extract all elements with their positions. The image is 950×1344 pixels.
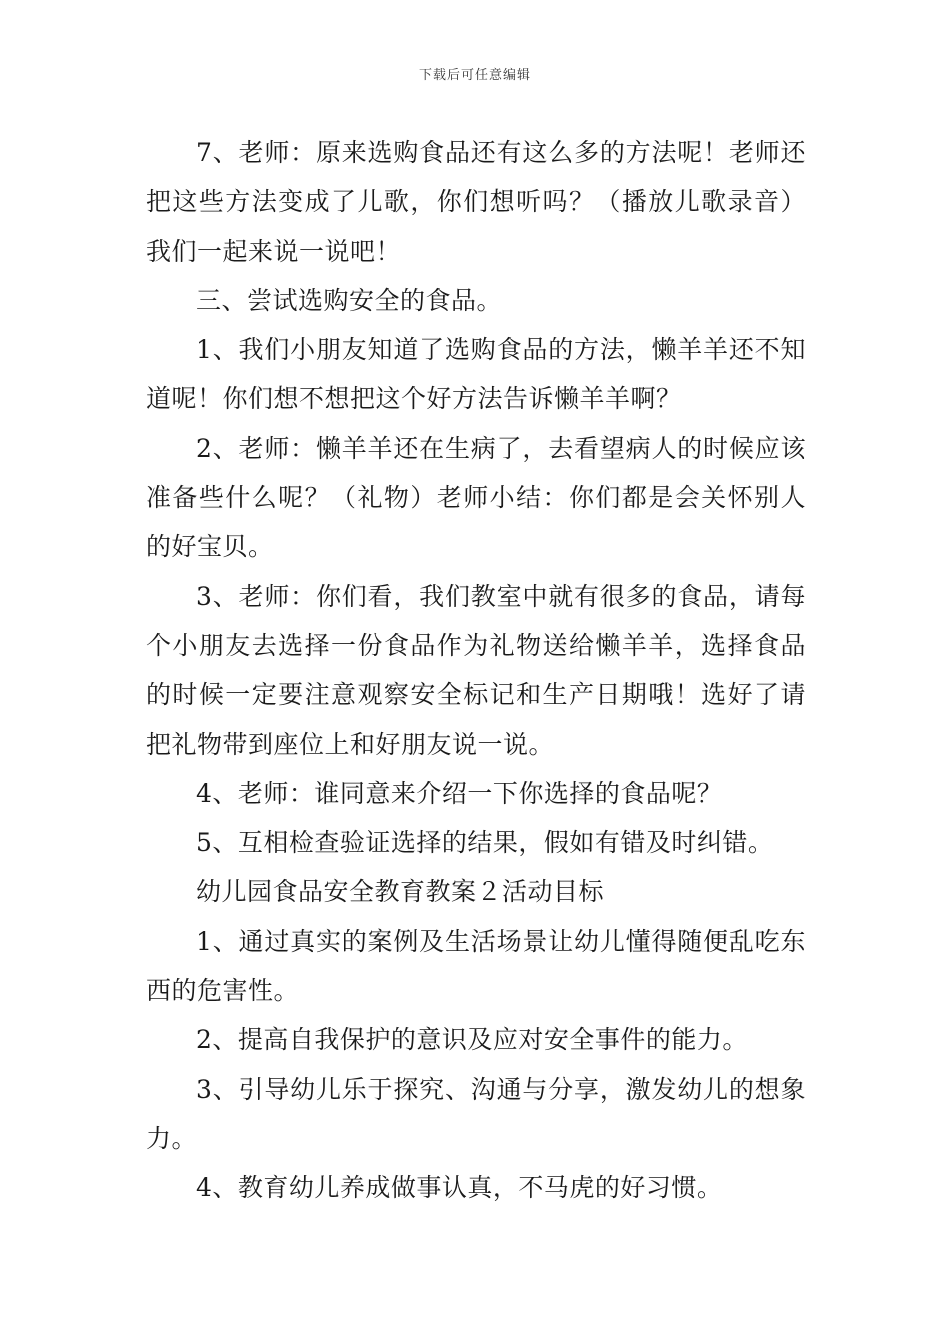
paragraph-12: 4、教育幼儿养成做事认真，不马虎的好习惯。 (196, 1173, 723, 1203)
paragraph-7: 5、互相检查验证选择的结果，假如有错及时纠错。 (196, 828, 774, 858)
document-body (146, 128, 806, 1213)
paragraph-2: 三、尝试选购安全的食品。 (196, 285, 503, 315)
paragraph-4: 2、老师：懒羊羊还在生病了，去看望病人的时候应该准备些什么呢？（礼物）老师小结：你们都是会关怀别人的好宝贝。 (146, 433, 806, 562)
paragraph-6: 4、老师：谁同意来介绍一下你选择的食品呢？ (196, 778, 723, 808)
page-header-note: 下载后可任意编辑 (418, 68, 531, 83)
paragraph-11: 3、引导幼儿乐于探究、沟通与分享，激发幼儿的想象力。 (146, 1074, 806, 1153)
paragraph-9: 1、通过真实的案例及生活场景让幼儿懂得随便乱吃东西的危害性。 (146, 926, 806, 1006)
section-heading: 幼儿园食品安全教育教案２活动目标 (196, 877, 605, 907)
paragraph-10: 2、提高自我保护的意识及应对安全事件的能力。 (196, 1025, 748, 1055)
paragraph-3: 1、我们小朋友知道了选购食品的方法，懒羊羊还不知道呢！你们想不想把这个好方法告诉懒羊羊啊？ (146, 335, 806, 414)
paragraph-1: 7、老师：原来选购食品还有这么多的方法呢！老师还把这些方法变成了儿歌，你们想听吗？（播放儿歌录音）我们一起来说一说吧！ (146, 138, 806, 266)
paragraph-5: 3、老师：你们看，我们教室中就有很多的食品，请每个小朋友去选择一份食品作为礼物送给懒羊羊，选择食品的时候一定要注意观察安全标记和生产日期哦！选好了请把礼物带到座位上和好朋友说一说。 (146, 581, 806, 759)
